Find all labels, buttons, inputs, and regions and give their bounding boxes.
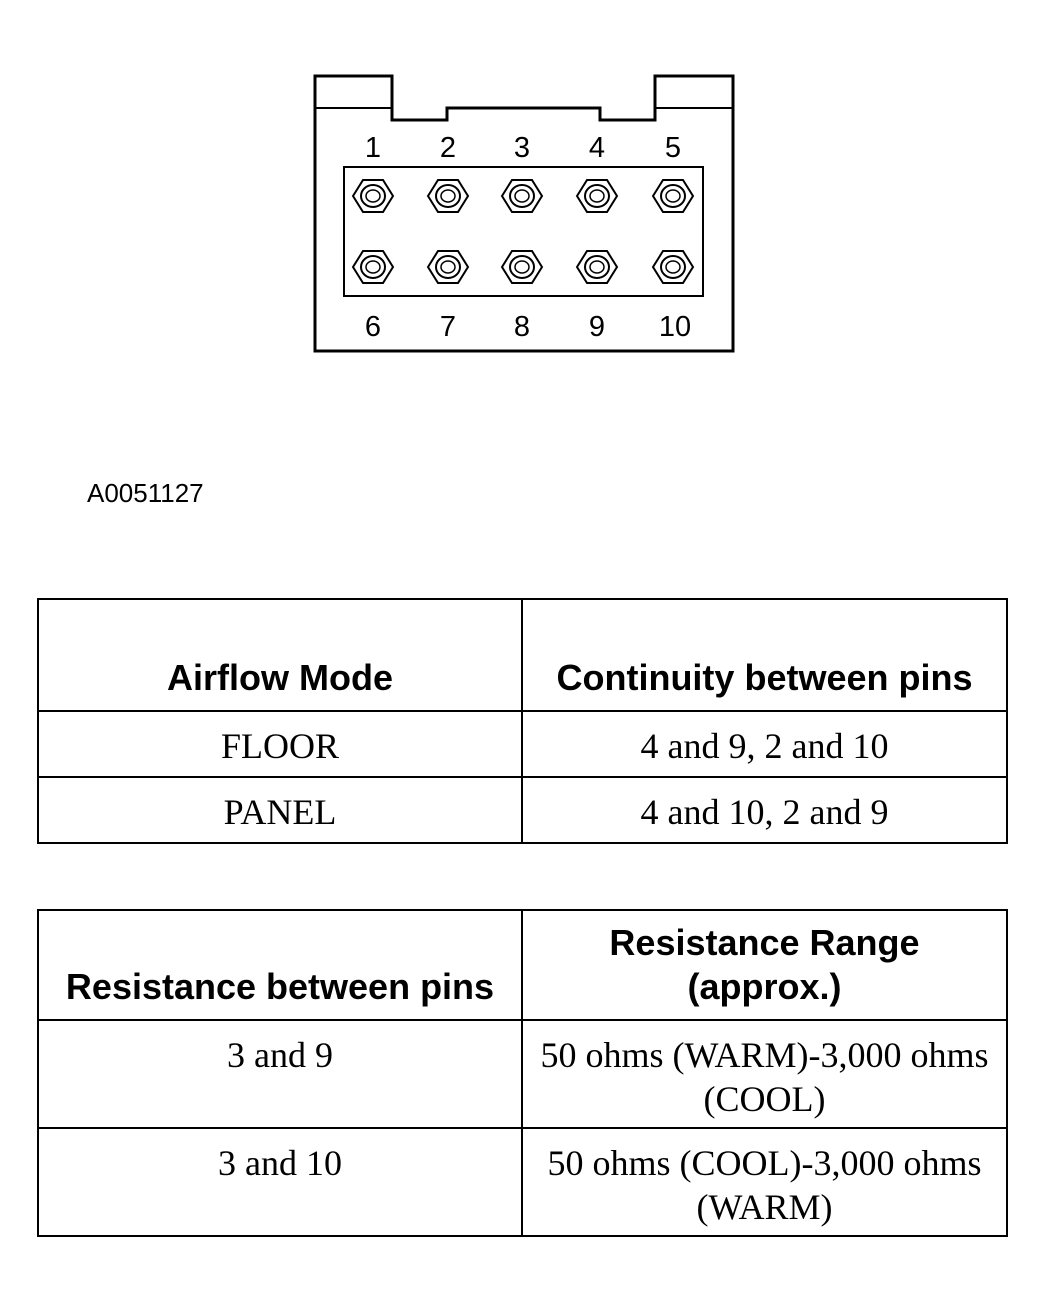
pin-inner-ring (441, 261, 455, 273)
table-row (38, 1020, 1007, 1128)
column-header: Airflow Mode (38, 599, 522, 711)
table-header-row (38, 599, 1007, 711)
pin-label: 7 (439, 311, 457, 343)
table-row (38, 711, 1007, 777)
pin-outer-ring (510, 256, 534, 278)
pin-terminal (653, 251, 693, 283)
column-header: Resistance between pins (38, 910, 522, 1020)
table-cell: PANEL (38, 777, 522, 843)
table-cell: 4 and 9, 2 and 10 (522, 711, 1007, 777)
pin-label: 5 (664, 132, 682, 164)
pin-inner-ring (666, 261, 680, 273)
pin-terminal (577, 180, 617, 212)
table-cell: FLOOR (38, 711, 522, 777)
connector-housing (315, 76, 733, 351)
pin-label: 4 (588, 132, 606, 164)
pin-label: 2 (439, 132, 457, 164)
pin-terminal (502, 180, 542, 212)
pin-terminals (353, 180, 693, 283)
pin-label: 6 (364, 311, 382, 343)
table-row (38, 777, 1007, 843)
table-cell: 4 and 10, 2 and 9 (522, 777, 1007, 843)
table-header-row (38, 910, 1007, 1020)
airflow-mode-table (37, 598, 1008, 844)
pin-inner-ring (515, 261, 529, 273)
table-row (38, 1128, 1007, 1236)
pin-label: 3 (513, 132, 531, 164)
pin-outer-ring (585, 185, 609, 207)
pin-outer-ring (436, 185, 460, 207)
pin-inner-ring (366, 190, 380, 202)
pin-outer-ring (510, 185, 534, 207)
pin-terminal (577, 251, 617, 283)
pin-inner-ring (590, 261, 604, 273)
column-header: Resistance Range (approx.) (522, 910, 1007, 1020)
figure-code: A0051127 (87, 478, 204, 508)
pin-terminal (428, 251, 468, 283)
pin-inner-ring (666, 190, 680, 202)
pin-inner-ring (441, 190, 455, 202)
column-header: Continuity between pins (522, 599, 1007, 711)
table-cell: 50 ohms (COOL)-3,000 ohms (WARM) (522, 1128, 1007, 1236)
pin-terminal (353, 251, 393, 283)
table-cell: 3 and 10 (38, 1128, 522, 1236)
pin-outer-ring (661, 185, 685, 207)
pin-cavity (344, 167, 703, 296)
pin-label: 1 (364, 132, 382, 164)
table-cell: 3 and 9 (38, 1020, 522, 1128)
resistance-table (37, 909, 1008, 1237)
pin-terminal (428, 180, 468, 212)
pin-label: 10 (658, 311, 692, 343)
pin-outer-ring (436, 256, 460, 278)
table-cell: 50 ohms (WARM)-3,000 ohms (COOL) (522, 1020, 1007, 1128)
pin-label: 8 (513, 311, 531, 343)
connector-diagram (0, 0, 1044, 400)
pin-outer-ring (585, 256, 609, 278)
pin-terminal (353, 180, 393, 212)
pin-inner-ring (366, 261, 380, 273)
pin-outer-ring (361, 256, 385, 278)
pin-inner-ring (515, 190, 529, 202)
pin-terminal (653, 180, 693, 212)
pin-inner-ring (590, 190, 604, 202)
pin-outer-ring (661, 256, 685, 278)
pin-outer-ring (361, 185, 385, 207)
pin-terminal (502, 251, 542, 283)
pin-label: 9 (588, 311, 606, 343)
